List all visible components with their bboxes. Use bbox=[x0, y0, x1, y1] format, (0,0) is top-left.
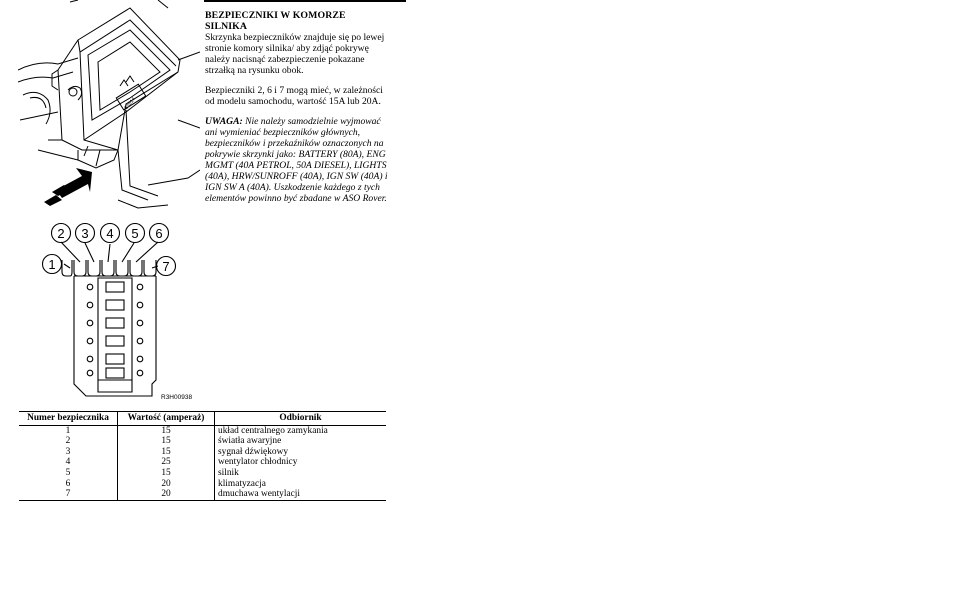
cell-number: 3 bbox=[65, 446, 71, 457]
callout-7: 7 bbox=[162, 259, 170, 274]
table-row bbox=[19, 436, 386, 447]
header-number: Numer bezpiecznika bbox=[19, 412, 118, 426]
intro-paragraph: Skrzynka bezpieczników znajduje się po lewej stronie komory silnika/ aby zdjąć pokrywę należy nacisnąć zabezpieczenie pokazane strzałką na rysunku obok. bbox=[205, 32, 385, 76]
engine-bay-illustration bbox=[18, 0, 200, 212]
table-row bbox=[19, 457, 386, 468]
cell-rating: 20 bbox=[118, 479, 215, 490]
callout-5: 5 bbox=[131, 226, 139, 241]
callout-2: 2 bbox=[57, 226, 65, 241]
warning-label: UWAGA: bbox=[205, 116, 243, 127]
cell-number: 7 bbox=[19, 489, 118, 500]
cell-consumer: układ centralnego zamykania bbox=[218, 425, 328, 436]
cell-rating: 15 bbox=[118, 447, 215, 458]
callout-3: 3 bbox=[81, 226, 89, 241]
lid-label: 33514 bbox=[123, 96, 137, 111]
cell-consumer: klimatyzacja bbox=[218, 478, 266, 489]
cell-number: 6 bbox=[65, 478, 71, 489]
cell-consumer: światła awaryjne bbox=[218, 436, 282, 447]
top-rule bbox=[204, 0, 406, 2]
fuse-table bbox=[19, 411, 386, 501]
warning-text: Nie należy samodzielnie wyjmować ani wymieniać bezpieczników głównych, bezpieczników i przekaźników oznaczonych na pokrywie skrzynki jako: BATTERY (80A), ENG MGMT (40A PETROL, 50A DIESEL), LIGHTS (40A), HRW/SUNROFF (40A), IGN SW (40A) i IGN SW A (40A). Uszkodzenie każdego z tych elementów powinno być zbadane w ASO Rover. bbox=[205, 116, 388, 204]
table-row bbox=[19, 489, 386, 500]
section-heading: BEZPIECZNIKI W KOMORZE SILNIKA bbox=[205, 10, 346, 32]
cell-consumer: dmuchawa wentylacji bbox=[215, 489, 387, 500]
table-header-row bbox=[19, 412, 386, 426]
callout-4: 4 bbox=[106, 226, 114, 241]
figure-code: R3H00938 bbox=[161, 394, 193, 401]
table-row bbox=[19, 425, 386, 436]
table-row bbox=[19, 468, 386, 479]
callout-1: 1 bbox=[48, 257, 56, 272]
cell-rating: 15 bbox=[118, 468, 215, 479]
warning-paragraph bbox=[205, 116, 390, 204]
cell-consumer: silnik bbox=[218, 467, 239, 478]
cell-consumer: sygnał dźwiękowy bbox=[218, 446, 289, 457]
header-rating: Wartość (amperaż) bbox=[118, 412, 215, 426]
header-consumer: Odbiornik bbox=[215, 412, 387, 426]
cell-rating: 15 bbox=[118, 436, 215, 447]
cell-rating: 20 bbox=[118, 489, 215, 500]
cell-number: 5 bbox=[65, 467, 71, 478]
cell-rating: 15 bbox=[118, 425, 215, 436]
table-row bbox=[19, 447, 386, 458]
cell-number: 4 bbox=[65, 457, 71, 468]
callout-6: 6 bbox=[155, 226, 163, 241]
cell-rating: 25 bbox=[118, 457, 215, 468]
table-row bbox=[19, 479, 386, 490]
variants-paragraph: Bezpieczniki 2, 6 i 7 mogą mieć, w zależności od modelu samochodu, wartość 15A lub 20A. bbox=[205, 85, 383, 107]
fusebox-diagram bbox=[40, 220, 210, 405]
cell-consumer: wentylator chłodnicy bbox=[218, 457, 298, 468]
description-column bbox=[205, 10, 390, 213]
cell-number: 2 bbox=[65, 436, 71, 447]
cell-number: 1 bbox=[65, 425, 71, 436]
